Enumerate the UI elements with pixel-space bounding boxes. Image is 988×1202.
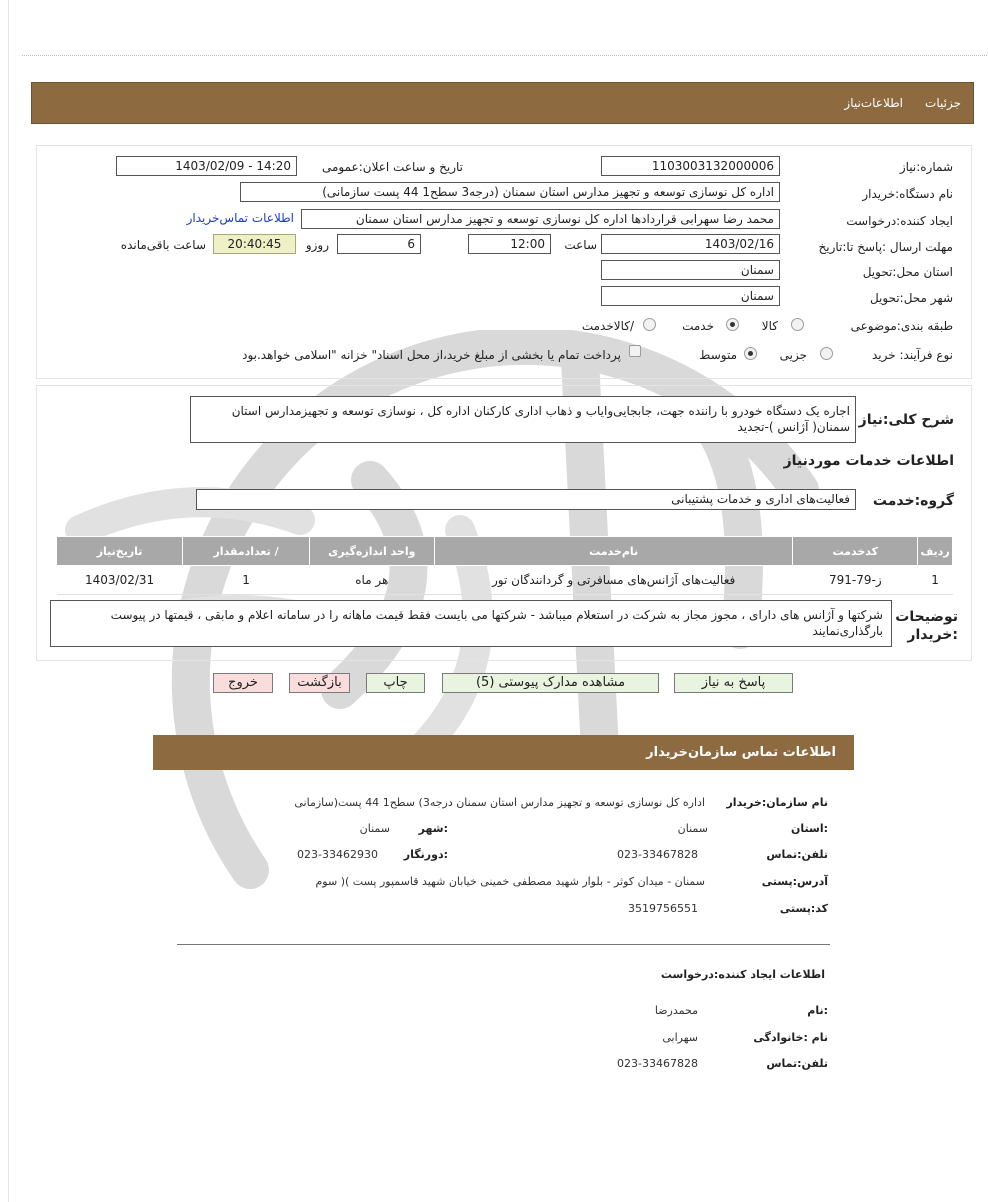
radio-partial[interactable]	[820, 347, 833, 360]
cat-goods-label: کالا	[761, 319, 778, 333]
tab-need-info[interactable]: اطلاعات‌نیاز	[844, 96, 903, 110]
print-button[interactable]: چاپ	[366, 673, 425, 693]
family-value: سهرابی	[662, 1031, 698, 1044]
cell-code: ز-79-791	[793, 566, 918, 595]
name-label: :نام	[807, 1004, 828, 1017]
table-row	[57, 566, 953, 595]
attachments-button[interactable]: مشاهده مدارک پیوستی (5)	[442, 673, 659, 693]
c-phone-value: 023-33467828	[617, 1057, 698, 1070]
cell-unit: هر ماه	[309, 566, 434, 595]
cell-date: 1403/02/31	[57, 566, 183, 595]
services-title: اطلاعات خدمات موردنیاز	[783, 453, 954, 469]
summary-label: شرح کلی:نیاز	[858, 412, 954, 428]
proc-medium-label: متوسط	[699, 348, 737, 362]
province-c-value: سمنان	[677, 822, 708, 835]
payment-note: پرداخت تمام یا بخشی از مبلغ خرید،از محل اسناد" خزانه "اسلامی خواهد.بود	[242, 348, 621, 362]
radio-medium[interactable]	[744, 347, 757, 360]
remaining-time: 20:40:45	[213, 234, 296, 254]
org-value: اداره کل نوسازی توسعه و تجهیز مدارس استان سمنان درجه3) سطح1 44 پست(سازمانی	[294, 796, 705, 809]
day-label: روزو	[305, 238, 329, 252]
address-value: سمنان - میدان کوثر - بلوار شهید مصطفی خمینی خیابان شهید قاسمپور پست )( سوم	[315, 875, 705, 888]
c-phone-label: تلفن:تماس	[766, 1057, 828, 1070]
creator-field: محمد رضا سهرابی قراردادها اداره کل نوسازی توسعه و تجهیز مدارس استان سمنان	[301, 209, 780, 229]
col-row: ردیف	[918, 537, 953, 566]
address-label: آدرس:پستی	[761, 875, 828, 888]
cat-service-label: خدمت	[682, 319, 714, 333]
divider	[177, 944, 830, 945]
cell-name: فعالیت‌های آژانس‌های مسافرتی و گردانندگان تور	[434, 566, 793, 595]
postal-label: کد:پستی	[779, 902, 828, 915]
group-field: فعالیت‌های اداری و خدمات پشتیبانی	[196, 489, 856, 510]
col-code: کدخدمت	[793, 537, 918, 566]
postal-value: 3519756551	[628, 902, 698, 915]
announce-label: تاریخ و ساعت اعلان:عمومی	[321, 160, 463, 174]
process-label: نوع فرآیند: خرید	[872, 348, 953, 362]
radio-goods[interactable]	[791, 318, 804, 331]
city-field: سمنان	[601, 286, 780, 306]
cat-goods-service-label: /کالاخدمت	[581, 319, 634, 333]
col-unit: واحد اندازه‌گیری	[309, 537, 434, 566]
reply-button[interactable]: پاسخ به نیاز	[674, 673, 793, 693]
days-field: 6	[337, 234, 421, 254]
col-qty: / تعدادمقدار	[183, 537, 310, 566]
page-header	[31, 82, 974, 124]
announce-field: 1403/02/09 - 14:20	[116, 156, 297, 176]
proc-partial-label: جزیی	[779, 348, 807, 362]
name-value: محمدرضا	[654, 1004, 698, 1017]
city-c-value: سمنان	[359, 822, 390, 835]
cell-row: 1	[918, 566, 953, 595]
buyer-contact-link[interactable]: اطلاعات تماس‌خریدار	[186, 211, 294, 225]
family-label: نام :خانوادگی	[753, 1031, 828, 1044]
org-label: نام سازمان:خریدار	[726, 796, 828, 809]
summary-text: اجاره یک دستگاه خودرو با راننده جهت، جابجایی‌وایاب و ذهاب اداری کارکنان اداره کل ، نوسازی توسعه و تجهیزمدارس استان سمنان( آژانس )-تجدید	[190, 396, 856, 443]
contact-title: اطلاعات تماس سازمان‌خریدار	[646, 745, 836, 760]
notes-text: شرکتها و آژانس های دارای ، مجوز مجاز به شرکت در استعلام میباشد - شرکتها می بایست فقط قیمت ماهانه را در سامانه اعلام و مابقی ، قیمتها در پیوست بارگذاری‌نمایند	[50, 600, 892, 647]
province-label: استان محل:تحویل	[862, 265, 953, 279]
deadline-label: مهلت ارسال :پاسخ تا:تاریخ	[818, 240, 953, 254]
creator-label: ایجاد کننده:درخواست	[846, 214, 953, 228]
col-date: تاریخ‌نیاز	[57, 537, 183, 566]
cell-qty: 1	[183, 566, 310, 595]
back-button[interactable]: بازگشت	[289, 673, 350, 693]
phone-value: 023-33467828	[617, 848, 698, 861]
need-number-label: شماره:نیاز	[899, 160, 953, 174]
need-number-field: 1103003132000006	[601, 156, 780, 176]
radio-goods-service[interactable]	[643, 318, 656, 331]
services-table	[56, 536, 953, 595]
col-name: نام‌خدمت	[434, 537, 793, 566]
contact-header	[153, 735, 854, 770]
group-label: گروه:خدمت	[872, 493, 954, 509]
deadline-date-field: 1403/02/16	[601, 234, 780, 254]
radio-service[interactable]	[726, 318, 739, 331]
notes-label: توضیحات :خریدار	[895, 609, 958, 643]
province-c-label: :استان	[791, 822, 828, 835]
phone-label: تلفن:تماس	[766, 848, 828, 861]
tab-details[interactable]: جزئیات	[925, 96, 961, 110]
province-field: سمنان	[601, 260, 780, 280]
fax-label: :دورنگار	[403, 848, 448, 861]
deadline-time-field: 12:00	[468, 234, 551, 254]
creator-section-title: اطلاعات ایجاد کننده:درخواست	[660, 968, 825, 981]
time-label: ساعت	[564, 238, 597, 252]
city-label: شهر محل:تحویل	[869, 291, 953, 305]
city-c-label: :شهر	[418, 822, 448, 835]
need-info-panel	[36, 145, 972, 379]
buyer-org-label: نام دستگاه:خریدار	[862, 187, 953, 201]
exit-button[interactable]: خروج	[213, 673, 273, 693]
treasury-checkbox[interactable]	[629, 345, 641, 357]
remaining-label: ساعت باقی‌مانده	[120, 238, 206, 252]
category-label: طبقه بندی:موضوعی	[850, 319, 953, 333]
buyer-org-field: اداره کل نوسازی توسعه و تجهیز مدارس استان سمنان (درجه3 سطح1 44 پست سازمانی)	[240, 182, 780, 202]
fax-value: 023-33462930	[297, 848, 378, 861]
